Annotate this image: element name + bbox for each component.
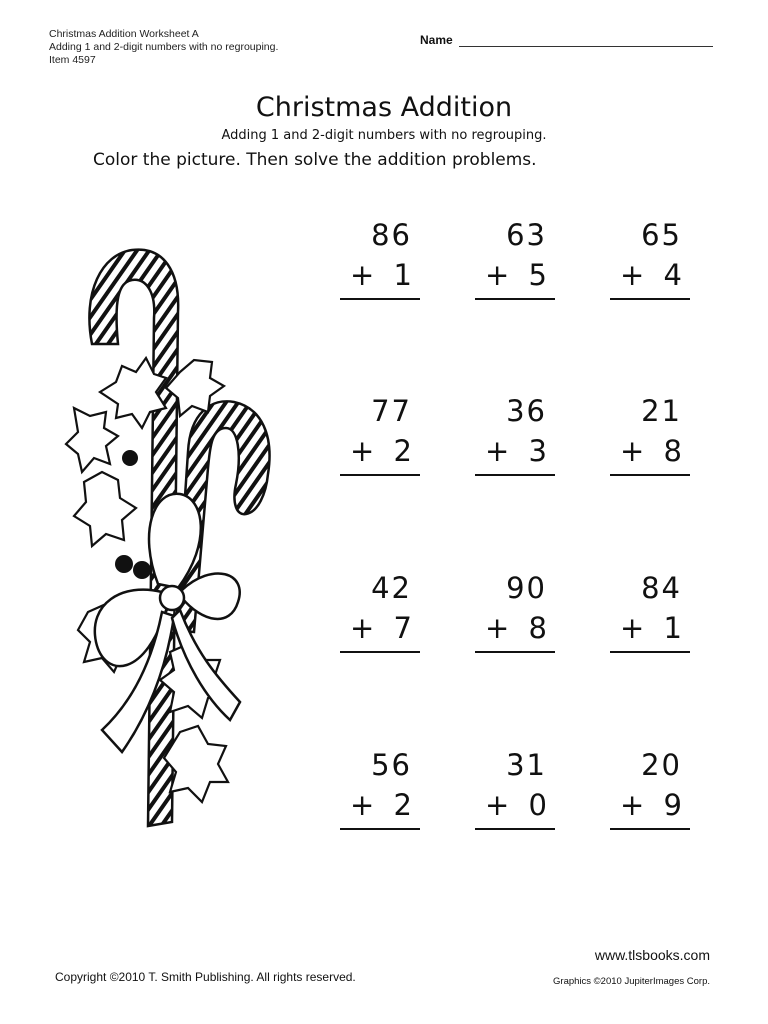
- addend: 1: [393, 258, 412, 292]
- answer-line: [610, 298, 690, 300]
- problem-grid: [340, 218, 690, 848]
- addend: 8: [528, 611, 547, 645]
- operator-row: [340, 611, 412, 651]
- operator-row: [475, 258, 547, 298]
- addition-problem: [475, 394, 555, 476]
- addition-problem: [340, 394, 420, 476]
- addition-problem: [610, 571, 690, 653]
- answer-line: [475, 651, 555, 653]
- addition-problem: [475, 218, 555, 300]
- meta-description: Adding 1 and 2-digit numbers with no regrouping.: [49, 41, 279, 53]
- answer-line: [610, 828, 690, 830]
- copyright: Copyright ©2010 T. Smith Publishing. All rights reserved.: [55, 970, 356, 984]
- answer-line: [475, 298, 555, 300]
- addition-problem: [340, 748, 420, 830]
- addition-problem: [340, 218, 420, 300]
- plus-sign: +: [620, 258, 645, 292]
- answer-line: [475, 828, 555, 830]
- page-subtitle: Adding 1 and 2-digit numbers with no regrouping.: [221, 128, 547, 143]
- worksheet-meta: [49, 28, 278, 67]
- answer-line: [610, 651, 690, 653]
- top-number: 20: [641, 748, 682, 782]
- plus-sign: +: [350, 258, 375, 292]
- addend: 4: [663, 258, 682, 292]
- addition-problem: [610, 218, 690, 300]
- operator-row: [340, 258, 412, 298]
- operator-row: [610, 611, 682, 651]
- answer-line: [340, 651, 420, 653]
- addition-problem: [340, 571, 420, 653]
- name-label: Name: [420, 33, 453, 47]
- addend: 2: [393, 788, 412, 822]
- top-number: 36: [506, 394, 547, 428]
- meta-title: Christmas Addition Worksheet A: [49, 28, 199, 40]
- plus-sign: +: [350, 434, 375, 468]
- answer-line: [610, 474, 690, 476]
- name-field: [420, 33, 713, 47]
- top-number: 31: [506, 748, 547, 782]
- addition-problem: [475, 748, 555, 830]
- plus-sign: +: [620, 434, 645, 468]
- plus-sign: +: [350, 611, 375, 645]
- answer-line: [475, 474, 555, 476]
- operator-row: [475, 611, 547, 651]
- operator-row: [610, 434, 682, 474]
- plus-sign: +: [485, 788, 510, 822]
- plus-sign: +: [620, 611, 645, 645]
- plus-sign: +: [485, 258, 510, 292]
- instructions: Color the picture. Then solve the addition problems.: [93, 150, 537, 170]
- operator-row: [340, 434, 412, 474]
- addition-problem: [475, 571, 555, 653]
- top-number: 77: [371, 394, 412, 428]
- operator-row: [610, 788, 682, 828]
- operator-row: [475, 788, 547, 828]
- addend: 3: [528, 434, 547, 468]
- answer-line: [340, 298, 420, 300]
- top-number: 42: [371, 571, 412, 605]
- top-number: 21: [641, 394, 682, 428]
- graphics-credit: Graphics ©2010 JupiterImages Corp.: [553, 976, 710, 987]
- name-line: [459, 33, 713, 47]
- operator-row: [475, 434, 547, 474]
- addend: 9: [663, 788, 682, 822]
- operator-row: [610, 258, 682, 298]
- top-number: 90: [506, 571, 547, 605]
- candy-cane-illustration: [62, 232, 284, 838]
- meta-item-number: Item 4597: [49, 54, 96, 66]
- answer-line: [340, 828, 420, 830]
- addend: 1: [663, 611, 682, 645]
- top-number: 84: [641, 571, 682, 605]
- answer-line: [340, 474, 420, 476]
- addend: 7: [393, 611, 412, 645]
- plus-sign: +: [620, 788, 645, 822]
- addend: 0: [528, 788, 547, 822]
- plus-sign: +: [485, 611, 510, 645]
- top-number: 63: [506, 218, 547, 252]
- addend: 5: [528, 258, 547, 292]
- website: www.tlsbooks.com: [594, 947, 710, 963]
- plus-sign: +: [485, 434, 510, 468]
- operator-row: [340, 788, 412, 828]
- top-number: 56: [371, 748, 412, 782]
- plus-sign: +: [350, 788, 375, 822]
- page-title: Christmas Addition: [255, 92, 513, 123]
- addend: 2: [393, 434, 412, 468]
- top-number: 86: [371, 218, 412, 252]
- addition-problem: [610, 748, 690, 830]
- addend: 8: [663, 434, 682, 468]
- top-number: 65: [641, 218, 682, 252]
- addition-problem: [610, 394, 690, 476]
